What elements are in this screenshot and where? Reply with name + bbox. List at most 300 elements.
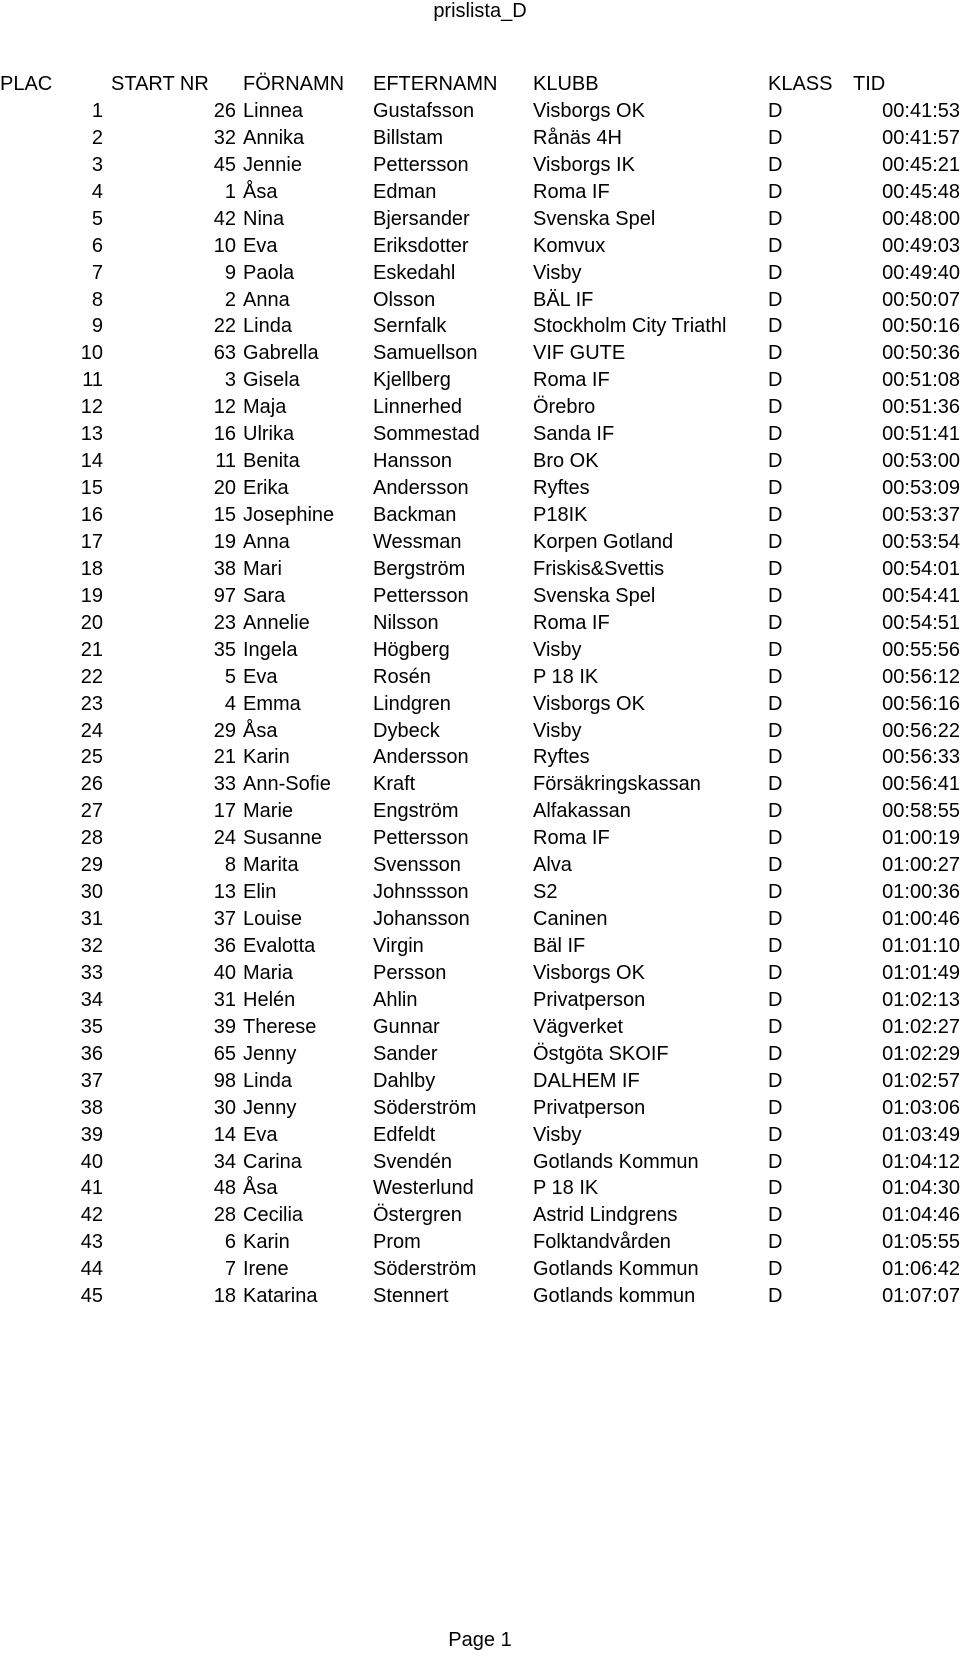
page-footer: Page 1 bbox=[448, 1629, 512, 1651]
cell-plac: 43 bbox=[80, 1231, 103, 1254]
cell-efternamn: Eriksdotter bbox=[373, 234, 469, 257]
cell-efternamn: Gunnar bbox=[373, 1015, 440, 1038]
cell-tid: 00:56:16 bbox=[882, 692, 960, 715]
cell-efternamn: Billstam bbox=[373, 126, 444, 149]
cell-efternamn: Virgin bbox=[373, 935, 424, 957]
cell-klubb: Visborgs IK bbox=[533, 153, 635, 176]
cell-tid: 00:41:57 bbox=[882, 126, 960, 149]
cell-start-nr: 35 bbox=[213, 638, 236, 661]
cell-fornamn: Benita bbox=[243, 450, 300, 473]
cell-klass: D bbox=[768, 1177, 783, 1200]
cell-efternamn: Svendén bbox=[373, 1150, 452, 1173]
cell-klubb: Örebro bbox=[533, 396, 596, 419]
cell-plac: 23 bbox=[80, 692, 103, 715]
cell-fornamn: Ingela bbox=[243, 638, 298, 661]
table-row bbox=[0, 98, 960, 125]
cell-start-nr: 1 bbox=[224, 180, 236, 203]
cell-klass: D bbox=[768, 315, 783, 338]
cell-plac: 18 bbox=[80, 557, 103, 580]
table-row bbox=[0, 233, 960, 260]
cell-tid: 00:54:01 bbox=[882, 557, 960, 580]
cell-klass: D bbox=[768, 342, 783, 365]
cell-klubb: Roma IF bbox=[533, 827, 610, 850]
table-row bbox=[0, 610, 960, 637]
cell-start-nr: 45 bbox=[213, 153, 236, 176]
table-row bbox=[0, 583, 960, 610]
cell-fornamn: Jenny bbox=[243, 1096, 297, 1119]
cell-klubb: Ryftes bbox=[533, 746, 590, 769]
cell-efternamn: Lindgren bbox=[373, 692, 451, 715]
table-row bbox=[0, 637, 960, 664]
table-row bbox=[0, 206, 960, 233]
cell-klubb: DALHEM IF bbox=[533, 1069, 640, 1092]
header-klass: KLASS bbox=[768, 73, 833, 95]
cell-start-nr: 34 bbox=[213, 1150, 236, 1173]
cell-start-nr: 19 bbox=[213, 530, 236, 553]
cell-klass: D bbox=[768, 935, 783, 957]
cell-start-nr: 13 bbox=[213, 881, 236, 904]
header-efternamn: EFTERNAMN bbox=[373, 73, 498, 95]
cell-fornamn: Paola bbox=[243, 261, 295, 284]
cell-klubb: Försäkringskassan bbox=[533, 773, 701, 796]
cell-klass: D bbox=[768, 153, 783, 176]
table-row bbox=[0, 1283, 960, 1310]
cell-klubb: Visby bbox=[533, 638, 582, 661]
cell-klass: D bbox=[768, 1123, 783, 1146]
cell-fornamn: Elin bbox=[243, 881, 277, 904]
cell-plac: 4 bbox=[91, 180, 103, 203]
cell-plac: 10 bbox=[80, 342, 103, 365]
cell-efternamn: Hansson bbox=[373, 450, 452, 473]
cell-klass: D bbox=[768, 827, 783, 850]
cell-efternamn: Eskedahl bbox=[373, 261, 456, 284]
cell-efternamn: Johnssson bbox=[373, 881, 469, 904]
cell-tid: 00:53:54 bbox=[882, 530, 960, 553]
cell-fornamn: Marie bbox=[243, 800, 294, 823]
cell-klass: D bbox=[768, 611, 783, 634]
cell-fornamn: Gabrella bbox=[243, 342, 319, 365]
cell-tid: 00:50:16 bbox=[882, 315, 960, 338]
cell-fornamn: Gisela bbox=[243, 369, 300, 392]
table-row bbox=[0, 1175, 960, 1202]
cell-start-nr: 6 bbox=[224, 1231, 236, 1254]
cell-fornamn: Katarina bbox=[243, 1285, 318, 1308]
cell-start-nr: 38 bbox=[213, 557, 236, 580]
cell-plac: 32 bbox=[80, 935, 103, 957]
cell-klubb: Alva bbox=[533, 854, 572, 877]
cell-efternamn: Wessman bbox=[373, 530, 462, 553]
cell-klass: D bbox=[768, 908, 783, 931]
cell-klass: D bbox=[768, 1258, 783, 1281]
cell-klubb: Visby bbox=[533, 261, 582, 284]
header-start-nr: START NR bbox=[111, 73, 209, 95]
cell-tid: 00:53:09 bbox=[882, 477, 960, 500]
cell-plac: 7 bbox=[91, 261, 103, 284]
results-table bbox=[0, 71, 960, 1310]
cell-klubb: P18IK bbox=[533, 504, 588, 526]
cell-plac: 17 bbox=[80, 530, 103, 553]
table-row bbox=[0, 475, 960, 502]
cell-start-nr: 20 bbox=[213, 477, 236, 500]
cell-klass: D bbox=[768, 1069, 783, 1092]
cell-tid: 01:01:10 bbox=[882, 935, 960, 957]
cell-fornamn: Erika bbox=[243, 477, 289, 500]
cell-start-nr: 17 bbox=[213, 800, 236, 823]
cell-efternamn: Pettersson bbox=[373, 153, 469, 176]
cell-tid: 01:02:27 bbox=[882, 1015, 960, 1038]
cell-start-nr: 8 bbox=[224, 854, 236, 877]
cell-klass: D bbox=[768, 261, 783, 284]
cell-klubb: Gotlands kommun bbox=[533, 1285, 696, 1308]
cell-efternamn: Östergren bbox=[373, 1204, 462, 1227]
cell-fornamn: Eva bbox=[243, 1123, 278, 1146]
cell-klass: D bbox=[768, 530, 783, 553]
cell-klubb: Visborgs OK bbox=[533, 961, 645, 984]
cell-efternamn: Samuellson bbox=[373, 342, 478, 365]
cell-plac: 21 bbox=[80, 638, 103, 661]
header-fornamn: FÖRNAMN bbox=[243, 73, 345, 95]
cell-klubb: Stockholm City Triathl bbox=[533, 315, 727, 338]
table-row bbox=[0, 556, 960, 583]
cell-efternamn: Johansson bbox=[373, 908, 470, 931]
cell-klass: D bbox=[768, 557, 783, 580]
cell-plac: 41 bbox=[80, 1177, 103, 1200]
cell-fornamn: Emma bbox=[243, 692, 301, 715]
cell-plac: 20 bbox=[80, 611, 103, 634]
cell-plac: 37 bbox=[80, 1069, 103, 1092]
cell-klass: D bbox=[768, 504, 783, 526]
cell-start-nr: 7 bbox=[224, 1258, 236, 1281]
table-row bbox=[0, 718, 960, 745]
table-row bbox=[0, 798, 960, 825]
cell-klass: D bbox=[768, 854, 783, 877]
cell-plac: 8 bbox=[91, 288, 103, 311]
table-row bbox=[0, 852, 960, 879]
cell-efternamn: Backman bbox=[373, 504, 457, 526]
cell-plac: 26 bbox=[80, 773, 103, 796]
cell-efternamn: Bergström bbox=[373, 557, 466, 580]
cell-klubb: Rånäs 4H bbox=[533, 126, 622, 149]
cell-efternamn: Andersson bbox=[373, 746, 469, 769]
cell-klass: D bbox=[768, 450, 783, 473]
cell-plac: 1 bbox=[91, 99, 103, 122]
table-row bbox=[0, 340, 960, 367]
cell-fornamn: Eva bbox=[243, 665, 278, 688]
cell-tid: 01:04:30 bbox=[882, 1177, 960, 1200]
table-row bbox=[0, 906, 960, 933]
cell-plac: 25 bbox=[80, 746, 103, 769]
cell-tid: 01:00:19 bbox=[882, 827, 960, 850]
cell-klubb: Visby bbox=[533, 1123, 582, 1146]
cell-klass: D bbox=[768, 1096, 783, 1119]
cell-tid: 00:54:41 bbox=[882, 584, 960, 607]
cell-klubb: Roma IF bbox=[533, 611, 610, 634]
cell-klubb: BÄL IF bbox=[533, 288, 594, 311]
cell-fornamn: Karin bbox=[243, 1231, 290, 1254]
page-title: prislista_D bbox=[433, 0, 527, 22]
cell-plac: 45 bbox=[80, 1285, 103, 1308]
cell-fornamn: Linda bbox=[243, 1069, 292, 1092]
cell-plac: 34 bbox=[80, 988, 103, 1011]
cell-start-nr: 3 bbox=[224, 369, 236, 392]
cell-plac: 22 bbox=[80, 665, 103, 688]
cell-fornamn: Helén bbox=[243, 988, 296, 1011]
cell-tid: 01:00:36 bbox=[882, 881, 960, 904]
cell-klubb: Visborgs OK bbox=[533, 692, 645, 715]
cell-start-nr: 16 bbox=[213, 423, 236, 446]
cell-start-nr: 23 bbox=[213, 611, 236, 634]
cell-plac: 31 bbox=[80, 908, 103, 931]
table-row bbox=[0, 744, 960, 771]
cell-fornamn: Åsa bbox=[243, 180, 278, 203]
table-row bbox=[0, 367, 960, 394]
cell-start-nr: 5 bbox=[224, 665, 236, 688]
table-row bbox=[0, 1095, 960, 1122]
cell-fornamn: Linda bbox=[243, 315, 292, 338]
table-row bbox=[0, 933, 960, 960]
table-row bbox=[0, 879, 960, 906]
cell-klubb: Gotlands Kommun bbox=[533, 1258, 699, 1281]
table-row bbox=[0, 287, 960, 314]
cell-tid: 00:48:00 bbox=[882, 207, 960, 230]
cell-klass: D bbox=[768, 665, 783, 688]
cell-start-nr: 36 bbox=[213, 935, 236, 957]
cell-klubb: Visborgs OK bbox=[533, 99, 645, 122]
table-row bbox=[0, 691, 960, 718]
cell-start-nr: 63 bbox=[213, 342, 236, 365]
cell-klass: D bbox=[768, 369, 783, 392]
cell-start-nr: 40 bbox=[213, 961, 236, 984]
cell-klubb: Gotlands Kommun bbox=[533, 1150, 699, 1173]
cell-fornamn: Sara bbox=[243, 584, 286, 607]
cell-start-nr: 15 bbox=[213, 504, 236, 526]
cell-klass: D bbox=[768, 1204, 783, 1227]
table-row bbox=[0, 502, 960, 529]
cell-tid: 01:05:55 bbox=[882, 1231, 960, 1254]
cell-klass: D bbox=[768, 800, 783, 823]
table-row bbox=[0, 421, 960, 448]
cell-efternamn: Rosén bbox=[373, 665, 431, 688]
cell-plac: 19 bbox=[80, 584, 103, 607]
cell-efternamn: Dahlby bbox=[373, 1069, 436, 1092]
cell-fornamn: Karin bbox=[243, 746, 290, 769]
cell-tid: 00:56:41 bbox=[882, 773, 960, 796]
cell-start-nr: 14 bbox=[213, 1123, 236, 1146]
cell-plac: 36 bbox=[80, 1042, 103, 1065]
cell-klubb: Astrid Lindgrens bbox=[533, 1204, 678, 1227]
cell-start-nr: 11 bbox=[215, 450, 236, 473]
cell-efternamn: Pettersson bbox=[373, 827, 469, 850]
cell-efternamn: Westerlund bbox=[373, 1177, 474, 1200]
cell-fornamn: Linnea bbox=[243, 99, 304, 122]
cell-efternamn: Söderström bbox=[373, 1096, 477, 1119]
cell-efternamn: Prom bbox=[373, 1231, 421, 1254]
cell-klass: D bbox=[768, 207, 783, 230]
cell-start-nr: 12 bbox=[213, 396, 236, 419]
cell-efternamn: Söderström bbox=[373, 1258, 477, 1281]
cell-tid: 01:04:12 bbox=[882, 1150, 960, 1173]
cell-klass: D bbox=[768, 584, 783, 607]
cell-fornamn: Mari bbox=[243, 557, 282, 580]
cell-fornamn: Annika bbox=[243, 126, 305, 149]
cell-plac: 28 bbox=[80, 827, 103, 850]
cell-klass: D bbox=[768, 1042, 783, 1065]
cell-plac: 42 bbox=[80, 1204, 103, 1227]
table-row bbox=[0, 1256, 960, 1283]
cell-start-nr: 37 bbox=[213, 908, 236, 931]
cell-tid: 01:04:46 bbox=[882, 1204, 960, 1227]
cell-efternamn: Sernfalk bbox=[373, 315, 447, 338]
cell-klass: D bbox=[768, 638, 783, 661]
cell-tid: 01:07:07 bbox=[882, 1285, 960, 1308]
cell-klass: D bbox=[768, 288, 783, 311]
cell-plac: 12 bbox=[80, 396, 103, 419]
cell-tid: 00:50:36 bbox=[882, 342, 960, 365]
cell-efternamn: Dybeck bbox=[373, 719, 440, 742]
header-klubb: KLUBB bbox=[533, 73, 599, 95]
cell-fornamn: Åsa bbox=[243, 1177, 278, 1200]
cell-tid: 00:56:22 bbox=[882, 719, 960, 742]
cell-klass: D bbox=[768, 477, 783, 500]
cell-klass: D bbox=[768, 961, 783, 984]
table-row bbox=[0, 960, 960, 987]
cell-efternamn: Persson bbox=[373, 961, 447, 984]
cell-fornamn: Annelie bbox=[243, 611, 310, 634]
cell-fornamn: Jenny bbox=[243, 1042, 297, 1065]
cell-klubb: Komvux bbox=[533, 234, 606, 257]
cell-start-nr: 10 bbox=[213, 234, 236, 257]
cell-plac: 14 bbox=[80, 450, 103, 473]
cell-plac: 35 bbox=[80, 1015, 103, 1038]
cell-fornamn: Cecilia bbox=[243, 1204, 304, 1227]
cell-klubb: Svenska Spel bbox=[533, 584, 656, 607]
cell-start-nr: 24 bbox=[213, 827, 236, 850]
cell-klubb: VIF GUTE bbox=[533, 342, 626, 365]
cell-fornamn: Maja bbox=[243, 396, 287, 419]
cell-tid: 01:02:13 bbox=[882, 988, 960, 1011]
cell-plac: 24 bbox=[80, 719, 103, 742]
cell-fornamn: Ann-Sofie bbox=[243, 773, 331, 796]
cell-plac: 2 bbox=[91, 126, 103, 149]
cell-fornamn: Ulrika bbox=[243, 423, 295, 446]
cell-fornamn: Maria bbox=[243, 961, 294, 984]
cell-klass: D bbox=[768, 396, 783, 419]
table-row bbox=[0, 987, 960, 1014]
cell-efternamn: Nilsson bbox=[373, 611, 439, 634]
cell-plac: 3 bbox=[91, 153, 103, 176]
cell-klass: D bbox=[768, 1150, 783, 1173]
cell-klass: D bbox=[768, 881, 783, 904]
cell-tid: 00:56:33 bbox=[882, 746, 960, 769]
cell-plac: 6 bbox=[91, 234, 103, 257]
table-row bbox=[0, 771, 960, 798]
cell-klass: D bbox=[768, 180, 783, 203]
cell-tid: 00:56:12 bbox=[882, 665, 960, 688]
cell-start-nr: 2 bbox=[224, 288, 236, 311]
cell-klubb: Svenska Spel bbox=[533, 207, 656, 230]
cell-fornamn: Marita bbox=[243, 854, 299, 877]
cell-klubb: Bro OK bbox=[533, 450, 599, 473]
cell-tid: 00:54:51 bbox=[882, 611, 960, 634]
table-row bbox=[0, 825, 960, 852]
cell-tid: 01:02:57 bbox=[882, 1069, 960, 1092]
table-body bbox=[0, 98, 960, 1310]
cell-klubb: Roma IF bbox=[533, 180, 610, 203]
cell-tid: 00:51:36 bbox=[882, 396, 960, 419]
cell-efternamn: Pettersson bbox=[373, 584, 469, 607]
cell-efternamn: Edfeldt bbox=[373, 1123, 436, 1146]
cell-efternamn: Bjersander bbox=[373, 207, 470, 230]
cell-tid: 00:51:08 bbox=[882, 369, 960, 392]
cell-tid: 00:45:48 bbox=[882, 180, 960, 203]
cell-tid: 01:03:49 bbox=[882, 1123, 960, 1146]
cell-start-nr: 42 bbox=[213, 207, 236, 230]
cell-plac: 9 bbox=[91, 315, 103, 338]
cell-tid: 00:53:00 bbox=[882, 450, 960, 473]
table-row bbox=[0, 1122, 960, 1149]
cell-klubb: Privatperson bbox=[533, 1096, 646, 1119]
table-row bbox=[0, 1229, 960, 1256]
cell-klubb: Ryftes bbox=[533, 477, 590, 500]
table-row bbox=[0, 152, 960, 179]
cell-klass: D bbox=[768, 1231, 783, 1254]
cell-klass: D bbox=[768, 1015, 783, 1038]
cell-klass: D bbox=[768, 99, 783, 122]
cell-start-nr: 48 bbox=[213, 1177, 236, 1200]
cell-plac: 16 bbox=[80, 504, 103, 526]
table-row bbox=[0, 664, 960, 691]
cell-tid: 01:00:27 bbox=[882, 854, 960, 877]
cell-fornamn: Jennie bbox=[243, 153, 302, 176]
cell-fornamn: Josephine bbox=[243, 504, 335, 526]
cell-fornamn: Louise bbox=[243, 908, 302, 931]
cell-start-nr: 31 bbox=[213, 988, 236, 1011]
table-row bbox=[0, 1202, 960, 1229]
cell-efternamn: Kjellberg bbox=[373, 369, 451, 392]
cell-efternamn: Linnerhed bbox=[373, 396, 462, 419]
cell-fornamn: Irene bbox=[243, 1258, 289, 1281]
cell-efternamn: Stennert bbox=[373, 1285, 449, 1308]
cell-efternamn: Kraft bbox=[373, 773, 416, 796]
cell-fornamn: Carina bbox=[243, 1150, 302, 1173]
cell-start-nr: 32 bbox=[213, 126, 236, 149]
cell-plac: 39 bbox=[80, 1123, 103, 1146]
table-row bbox=[0, 1068, 960, 1095]
header-tid: TID bbox=[853, 73, 886, 95]
cell-start-nr: 30 bbox=[213, 1096, 236, 1119]
cell-klubb: P 18 IK bbox=[533, 1177, 599, 1200]
cell-efternamn: Sommestad bbox=[373, 423, 480, 446]
cell-tid: 00:53:37 bbox=[882, 504, 960, 526]
cell-tid: 01:02:29 bbox=[882, 1042, 960, 1065]
cell-klass: D bbox=[768, 126, 783, 149]
cell-efternamn: Svensson bbox=[373, 854, 461, 877]
cell-klubb: Korpen Gotland bbox=[533, 530, 674, 553]
cell-efternamn: Högberg bbox=[373, 638, 450, 661]
cell-klubb: Friskis&Svettis bbox=[533, 557, 665, 580]
cell-start-nr: 33 bbox=[213, 773, 236, 796]
cell-klass: D bbox=[768, 719, 783, 742]
table-row bbox=[0, 394, 960, 421]
cell-plac: 27 bbox=[80, 800, 103, 823]
cell-plac: 29 bbox=[80, 854, 103, 877]
cell-start-nr: 39 bbox=[213, 1015, 236, 1038]
cell-plac: 13 bbox=[80, 423, 103, 446]
cell-klubb: Alfakassan bbox=[533, 800, 631, 823]
cell-plac: 15 bbox=[80, 477, 103, 500]
cell-klubb: Visby bbox=[533, 719, 582, 742]
cell-start-nr: 9 bbox=[224, 261, 236, 284]
